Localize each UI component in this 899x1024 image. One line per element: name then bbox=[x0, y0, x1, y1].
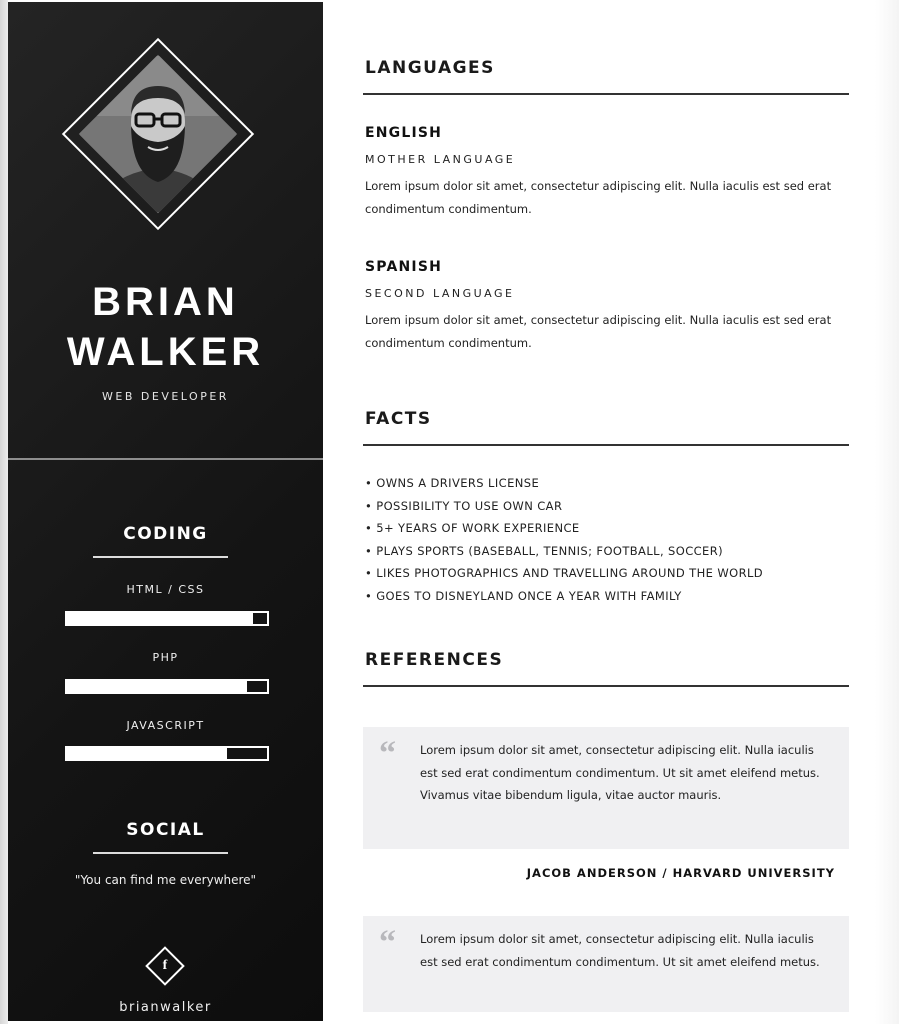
quote-icon: “ bbox=[379, 924, 396, 961]
fact-item: • PLAYS SPORTS (BASEBALL, TENNIS; FOOTBALL, SOCCER) bbox=[365, 543, 724, 558]
fact-item: • OWNS A DRIVERS LICENSE bbox=[365, 476, 540, 490]
skill-fill bbox=[67, 681, 247, 692]
language-name: ENGLISH bbox=[365, 125, 443, 141]
skill-label-php: PHP bbox=[152, 651, 179, 664]
reference-author: JACOB ANDERSON / HARVARD UNIVERSITY bbox=[526, 866, 835, 880]
language-description: Lorem ipsum dolor sit amet, consectetur adipiscing elit. Nulla iaculis est sed erat condimentum condimentum. bbox=[365, 179, 832, 216]
skill-fill bbox=[67, 748, 227, 759]
language-level: MOTHER LANGUAGE bbox=[365, 153, 516, 166]
reference-card bbox=[363, 727, 849, 849]
fact-item: • GOES TO DISNEYLAND ONCE A YEAR WITH FAMILY bbox=[365, 588, 682, 603]
facts-rule bbox=[363, 444, 849, 446]
social-handle[interactable]: brianwalker bbox=[119, 1000, 212, 1015]
main-content bbox=[323, 0, 899, 1024]
job-title: WEB DEVELOPER bbox=[102, 390, 229, 403]
language-description: Lorem ipsum dolor sit amet, consectetur adipiscing elit. Nulla iaculis est sed erat condimentum condimentum. bbox=[365, 313, 832, 350]
skill-bar-html-css bbox=[65, 611, 269, 626]
fact-item: • 5+ YEARS OF WORK EXPERIENCE bbox=[365, 521, 580, 536]
fact-item: • LIKES PHOTOGRAPHICS AND TRAVELLING AROUND THE WORLD bbox=[365, 566, 764, 581]
skill-fill bbox=[67, 613, 253, 624]
reference-text: Lorem ipsum dolor sit amet, consectetur adipiscing elit. Nulla iaculis est sed erat condimentum condimentum. Ut sit amet eleifend metus. Vivamus vitae bibendum ligula, vitae auctor mauris. bbox=[420, 743, 820, 802]
social-rule bbox=[93, 852, 228, 854]
portrait-illustration bbox=[80, 56, 236, 212]
languages-heading: LANGUAGES bbox=[365, 58, 495, 78]
language-level: SECOND LANGUAGE bbox=[365, 287, 515, 300]
social-heading: SOCIAL bbox=[126, 820, 205, 840]
language-name: SPANISH bbox=[365, 259, 443, 275]
fact-item: • POSSIBILITY TO USE OWN CAR bbox=[365, 498, 563, 513]
sidebar-divider bbox=[8, 458, 323, 460]
facts-list bbox=[365, 472, 763, 608]
page-gutter bbox=[0, 0, 8, 1024]
references-heading: REFERENCES bbox=[365, 650, 504, 670]
facts-heading: FACTS bbox=[365, 409, 432, 429]
coding-heading: CODING bbox=[123, 524, 208, 544]
social-quote: "You can find me everywhere" bbox=[74, 873, 257, 887]
first-name: BRIAN bbox=[92, 280, 239, 324]
quote-icon: “ bbox=[379, 735, 396, 772]
skill-label-javascript: JAVASCRIPT bbox=[126, 719, 205, 732]
page-edge bbox=[875, 0, 899, 1024]
profile-photo bbox=[79, 55, 237, 213]
last-name: WALKER bbox=[66, 330, 265, 374]
reference-card bbox=[363, 916, 849, 1012]
skill-label-html-css: HTML / CSS bbox=[126, 583, 205, 596]
skill-bar-php bbox=[65, 679, 269, 694]
sidebar bbox=[8, 2, 323, 1021]
reference-text: Lorem ipsum dolor sit amet, consectetur adipiscing elit. Nulla iaculis est sed erat condimentum condimentum. Ut sit amet eleifend metus. bbox=[420, 932, 820, 969]
facebook-icon[interactable]: f bbox=[162, 958, 168, 973]
references-rule bbox=[363, 685, 849, 687]
languages-rule bbox=[363, 93, 849, 95]
skill-bar-javascript bbox=[65, 746, 269, 761]
coding-rule bbox=[93, 556, 228, 558]
